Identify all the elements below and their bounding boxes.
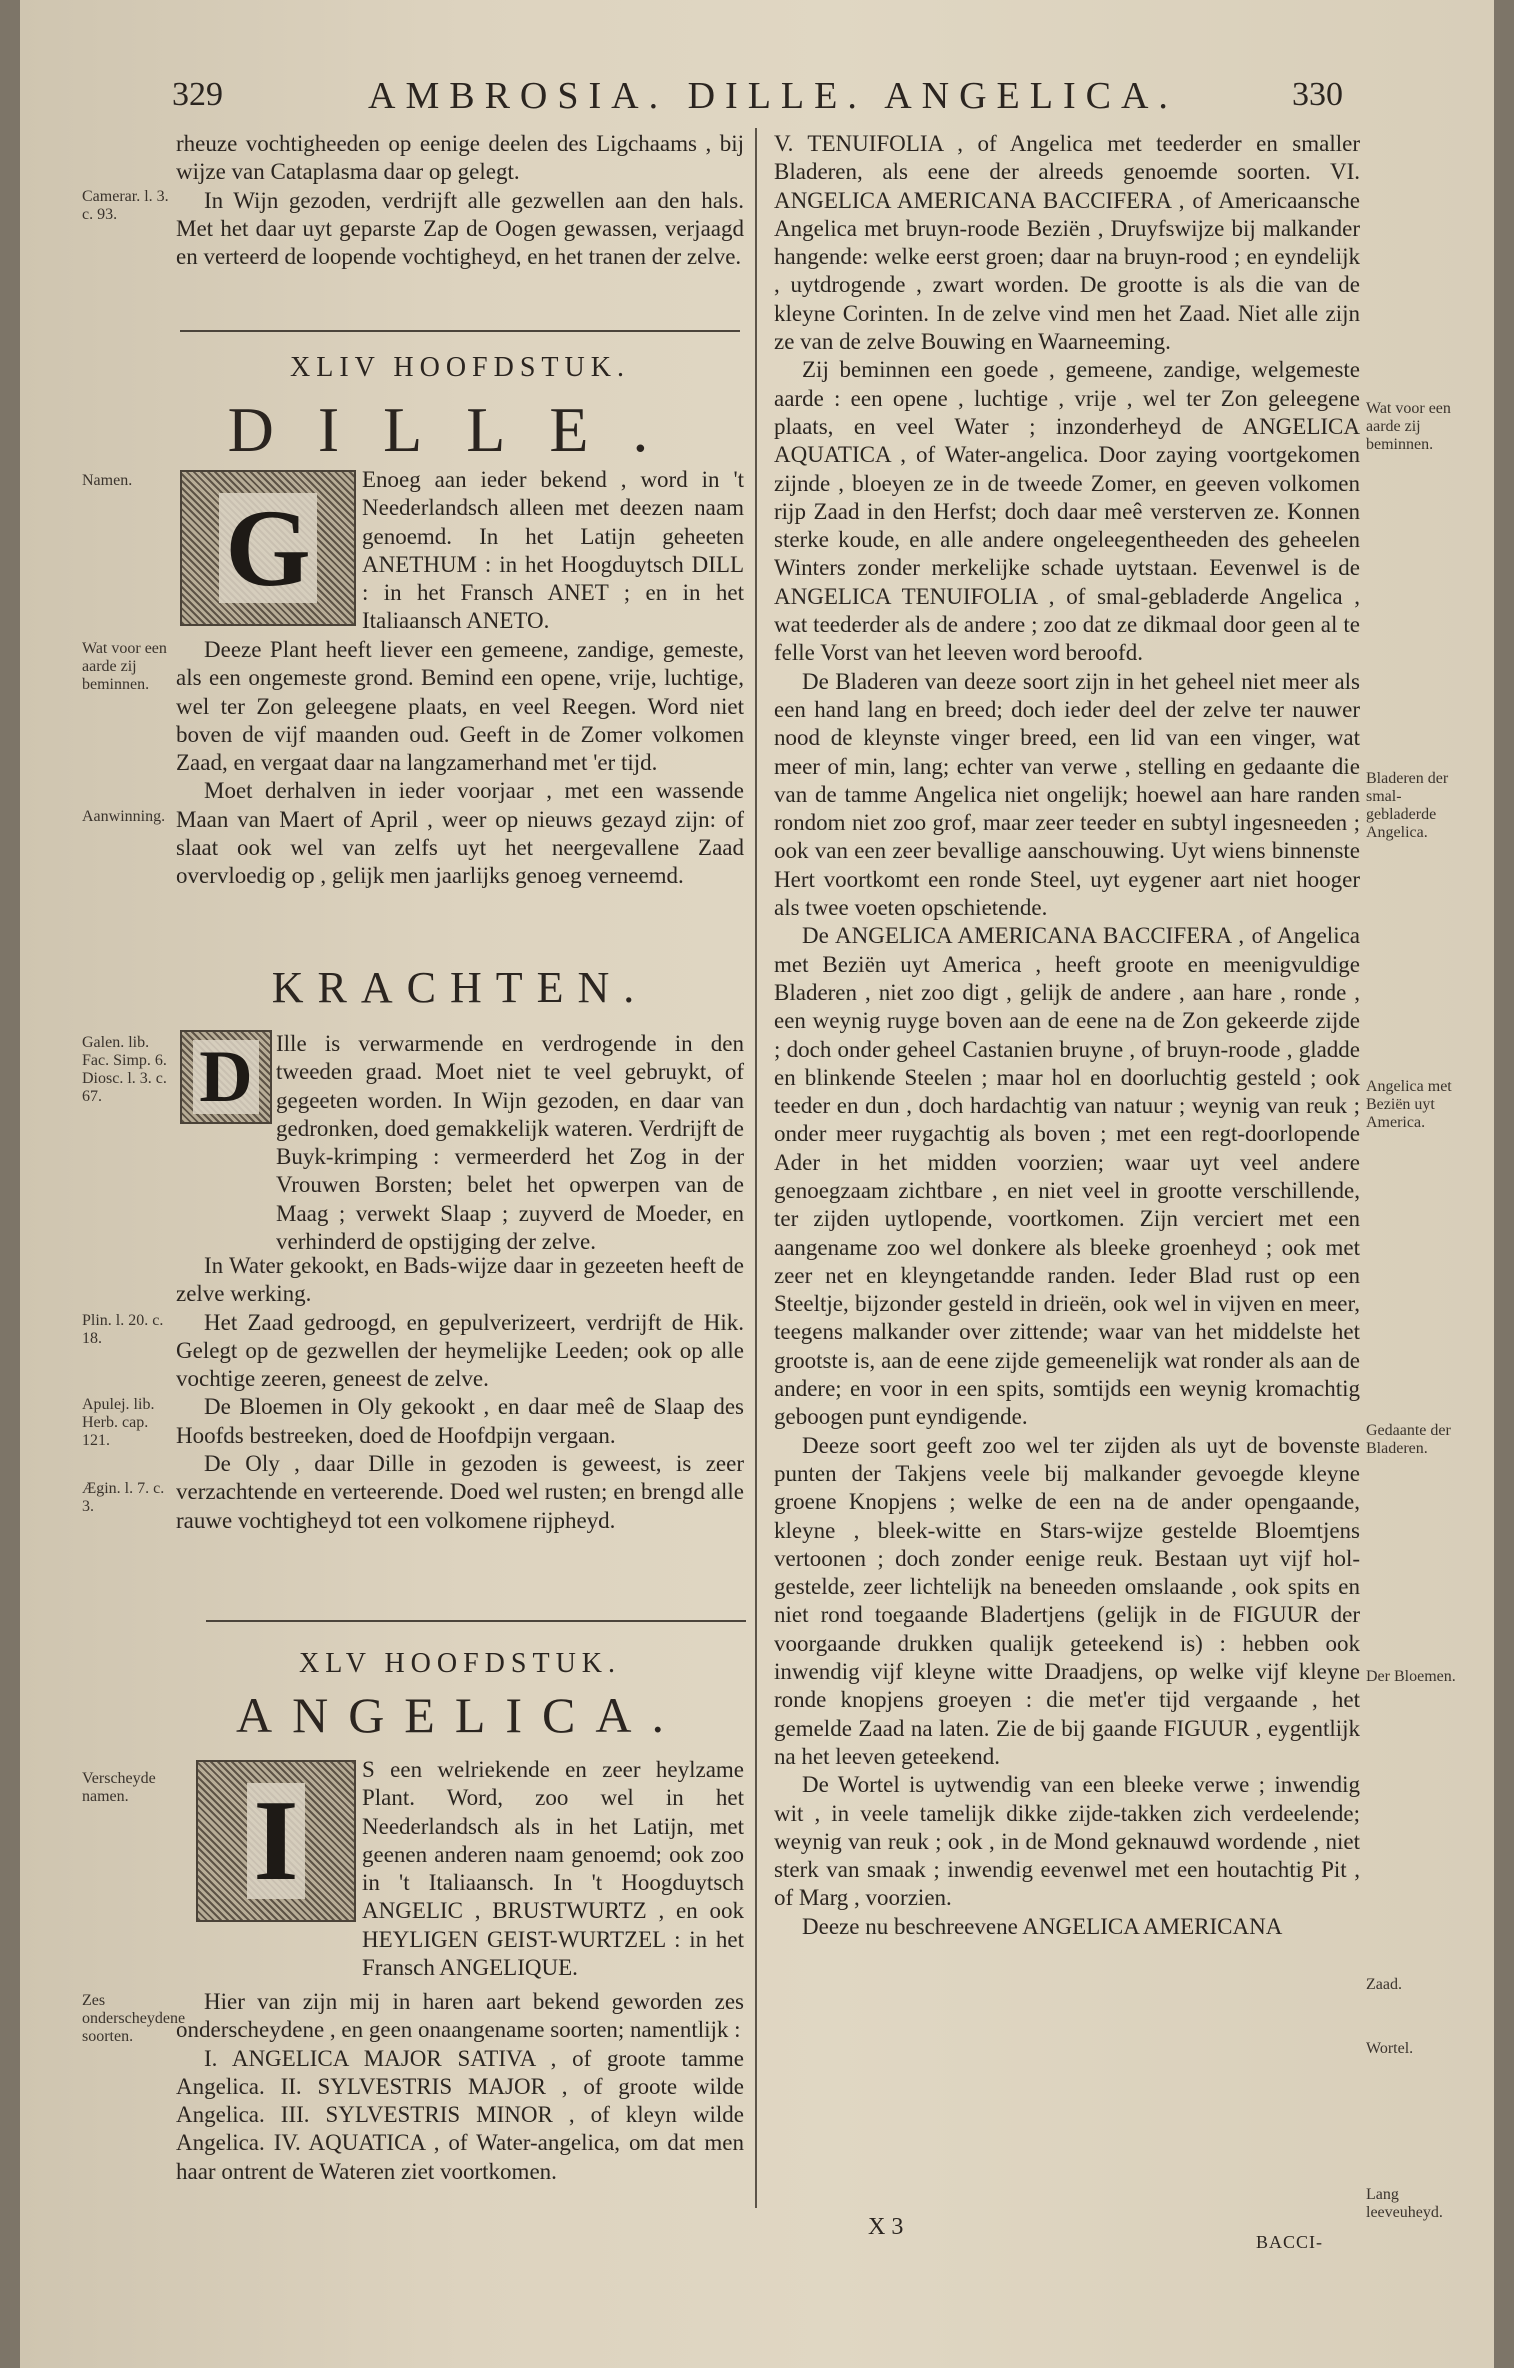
paragraph: In Wijn gezoden, verdrijft alle gezwellen aan den hals. Met het daar uyt geparste Zap de Oogen gewassen, verjaagd en verteerd de loopende vochtigheyd, en het tranen der zelve. xyxy=(176,187,744,270)
margin-note-verschey: Verscheyde namen. xyxy=(82,1770,156,1805)
margin-note-zes: Zes onderscheydene soorten. xyxy=(82,1992,186,2045)
paragraph: Ille is verwarmende en verdrogende in den tweeden graad. Moet niet te veel gebruykt, of gegeeten worden. In Wijn gezoden, en daar van gedronken, doed gemakkelijk wateren. Verdrijft de Buyk-krimping : vermeerderd het Zog in der Vrouwen Borsten; belet het opwerpen van de Maag ; verwekt Slaap ; zuyverd de Moeder, en verhinderd de opstijging der zelve. xyxy=(276,1031,744,1255)
margin-note-americana: Angelica met Beziën uyt America. xyxy=(1366,1078,1452,1131)
initial-letter: D xyxy=(193,1040,258,1114)
margin-note-apulej: Apulej. lib. Herb. cap. 121. xyxy=(82,1396,155,1449)
right-column-text xyxy=(774,130,1360,1941)
paragraph: Hier van zijn mij in haren aart bekend geworden zes onderscheydene , en geen onaangename soorten; namentlijk : xyxy=(176,1989,744,2043)
paragraph: V. TENUIFOLIA , of Angelica met teederder en smaller Bladeren, als eene der alreeds genoemde soorten. VI. ANGELICA AMERICANA BACCIFERA , of Americaansche Angelica met bruyn-roode Beziën , Druyfswijze bij malkander hangende: welke eerst groen; daar na bruyn-rood ; en eyndelijk , uytdrogende , zwart worden. De grootte is als die van de kleyne Corinten. In de zelve vind men het Zaad. Niet alle zijn ze van de zelve Bouwing en Waarneeming. xyxy=(774,131,1360,355)
margin-note-watvoor: Wat voor een aarde zij beminnen. xyxy=(82,640,167,693)
section-rule xyxy=(180,330,740,332)
margin-note-zaad: Zaad. xyxy=(1366,1976,1402,1993)
margin-note-aanwinning: Aanwinning. xyxy=(82,808,166,825)
margin-note-lang: Lang leeveuheyd. xyxy=(1366,2186,1443,2221)
page-number-right: 330 xyxy=(1292,76,1343,113)
margin-note-wortel: Wortel. xyxy=(1366,2040,1414,2057)
decorated-initial xyxy=(180,470,356,626)
initial-letter: G xyxy=(219,493,317,603)
left-top-text xyxy=(176,130,744,271)
decorated-initial xyxy=(196,1760,356,1922)
paragraph: Moet derhalven in ieder voorjaar , met een wassende Maan van Maert of April , weer op nieuws gezayd zijn: of slaat ook wel van zelfs uyt het neergevallene Zaad overvloedig op , gelijk men jaarlijks genoeg verneemd. xyxy=(176,778,744,889)
margin-note-watvoor: Wat voor een aarde zij beminnen. xyxy=(1366,400,1451,453)
margin-note-galen: Galen. lib. Fac. Simp. 6. Diosc. l. 3. c. 67. xyxy=(82,1034,167,1105)
paragraph: rheuze vochtigheeden op eenige deelen des Ligchaams , bij wijze van Cataplasma daar op gelegt. xyxy=(176,131,744,185)
paragraph: De Bloemen in Oly gekookt , en daar meê de Slaap des Hoofds bestreeken, doed de Hoofdpijn vergaan. xyxy=(176,1394,744,1448)
dille-intro xyxy=(362,466,744,636)
section-rule xyxy=(206,1620,746,1622)
margin-note-bloemen: Der Bloemen. xyxy=(1366,1668,1456,1685)
paragraph: Zij beminnen een goede , gemeene, zandige, welgemeste aarde : een opene , luchtige , vrije , wel ter Zon geleegene plaats, en veel Water ; inzonderheyd de ANGELICA AQUATICA , of Water-angelica. Door zaying voortgekomen zijnde , bloeyen ze in de tweede Zomer, en geeven volkomen rijp Zaad in den Herfst; doch daar meê versterven ze. Konnen sterke koude, en alle andere ongeleegentheeden des geheelen Winters zonder merkelijke schade uytstaan. Eevenwel is de ANGELICA TENUIFOLIA , of smal-gebladerde Angelica , wat teederder als de andere ; zoo dat ze dikmaal door geen al te felle Vorst van het leeven word beroofd. xyxy=(774,357,1360,666)
initial-letter: I xyxy=(247,1783,304,1899)
angelica-body xyxy=(176,1988,744,2186)
paragraph: I. ANGELICA MAJOR SATIVA , of groote tamme Angelica. II. SYLVESTRIS MAJOR , of groote wilde Angelica. III. SYLVESTRIS MINOR , of kleyn wilde Angelica. IV. AQUATICA , of Water-angelica, om dat men haar ontrent de Wateren ziet voortkomen. xyxy=(176,2045,744,2184)
krachten-title: KRACHTEN. xyxy=(271,963,649,1012)
chapter-label: XLV HOOFDSTUK. xyxy=(298,1648,622,1679)
angelica-intro xyxy=(362,1756,744,1982)
paragraph: De Bladeren van deeze soort zijn in het geheel niet meer als een hand lang en breed; doch ieder deel der zelve ter nauwer nood de kleynste vinger breed, een lid van een vinger, wat meer of min, lang; echter van verwe , stelling en gedaante die van de tamme Angelica niet ongelijk; hoewel aan hare randen rondom niet zoo grof, maar zeer teeder en subtyl ingesneeden ; ook van een zeer bevallige aanschouwing. Uyt wiens binnenste Hert voortkomt een ronde Steel, uyt eygener aart niet hooger als twee voeten opschietende. xyxy=(774,668,1360,921)
krachten-body xyxy=(176,1252,744,1535)
krachten-p1-top xyxy=(276,1030,744,1256)
margin-note-gedaante: Gedaante der Bladeren. xyxy=(1366,1422,1451,1457)
margin-note-bladeren: Bladeren der smal-gebladerde Angelica. xyxy=(1366,770,1449,841)
page-number-left: 329 xyxy=(172,76,223,113)
margin-note-plin: Plin. l. 20. c. 18. xyxy=(82,1312,164,1347)
paragraph: De Oly , daar Dille in gezoden is geweest, is zeer verzachtende en verteerende. Doed wel rusten; en brengd alle rauwe vochtigheyd tot een volkomene rijpheyd. xyxy=(176,1451,744,1533)
chapter-title: DILLE. xyxy=(227,394,693,465)
paragraph: Enoeg aan ieder bekend , word in 't Neederlandsch alleen met deezen naam genoemd. In het Latijn geheeten ANETHUM : in het Hoogduytsch DILL : in het Fransch ANET ; en in het Italiaansch ANETO. xyxy=(362,467,744,634)
book-page xyxy=(20,0,1494,2368)
paragraph: Deeze nu beschreevene ANGELICA AMERICANA xyxy=(802,1913,1283,1939)
margin-note-camerar: Camerar. l. 3. c. 93. xyxy=(82,188,169,223)
paragraph: S een welriekende en zeer heylzame Plant. Word, zoo wel in het Neederlandsch als in het Latijn, met geenen anderen naam genoemd; ook zoo in 't Italiaansch. In 't Hoogduytsch ANGELIC , BRUSTWURTZ , en ook HEYLIGEN GEIST-WURTZEL : in het Fransch ANGELIQUE. xyxy=(362,1757,744,1981)
chapter-title: ANGELICA. xyxy=(235,1687,685,1743)
margin-note-aegin: Ægin. l. 7. c. 3. xyxy=(82,1480,165,1515)
paragraph: De Wortel is uytwendig van een bleeke verwe ; inwendig wit , in veele tamelijk dikke zijde-takken zich verdeelende; weynig van reuk ; ook , in de Mond geknauwd wordende , niet sterk van smaak ; inwendig eevenwel met een houtachtig Pit , of Marg , voorzien. xyxy=(774,1772,1360,1911)
column-divider xyxy=(755,128,757,2208)
margin-note-namen: Namen. xyxy=(82,472,133,489)
paragraph: In Water gekookt, en Bads-wijze daar in gezeeten heeft de zelve werking. xyxy=(176,1253,744,1307)
decorated-initial xyxy=(180,1030,272,1124)
running-head: AMBROSIA. DILLE. ANGELICA. xyxy=(368,75,1178,117)
dille-body xyxy=(176,636,744,891)
paragraph: Het Zaad gedroogd, en gepulverizeert, verdrijft de Hik. Gelegt op de gezwellen der heymelijke Leeden; ook op alle vochtige zeeren, geneest de zelve. xyxy=(176,1309,744,1392)
paragraph: Deeze Plant heeft liever een gemeene, zandige, gemeste, als een ongemeste grond. Bemind een opene, vrije, luchtige, wel ter Zon geleegene plaats, en veel Reegen. Word niet boven de vijf maanden oud. Geeft in de Zomer volkomen Zaad, en vergaat daar na langzamerhand met 'er tijd. xyxy=(176,637,744,776)
chapter-label: XLIV HOOFDSTUK. xyxy=(290,352,630,383)
paragraph: De ANGELICA AMERICANA BACCIFERA , of Angelica met Beziën uyt America , heeft groote en meenigvuldige Bladeren , niet zoo digt , gelijk de andere , aan hare , ronde , een weynig ruyge boven aan de eene na de Zon gekeerde zijde ; doch onder geheel Castanien bruyne , of bruyn-roode , gladde en blinkende Steelen ; maar hol en doorluchtig gesteld ; ook teeder en dun , doch hardachtig van natuur ; weynig van reuk ; onder meer ruygachtig als boven ; met een regt-doorlopende Ader in het midden voorzien; waar uyt veel andere genoegzaam zichtbare , en niet veel in grootte verschillende, ter zijden uytlopende, voortkomen. Zijn verciert met een aangename zoo wel donkere als bleeke groenheyd ; ook met zeer net en kleyngetandde randen. Ieder Blad rust op een Steeltje, bijzonder gesteld in drieën, ook wel in vijven en meer, teegens malkander over zittende; waar van het middelste het grootste is, aan de eene zijde gemeenelijk wat ronder als aan de andere; en voor in een spits, somtijds een weynig kromachtig geboogen punt eyndigende. xyxy=(774,923,1360,1430)
paragraph: Deeze soort geeft zoo wel ter zijden als uyt de bovenste punten der Takjens veele bij malkander gevoegde kleyne groene Knopjens ; welke de een na de ander opengaande, kleyne , bleek-witte en Stars-wijze gestelde Bloemtjens vertoonen ; doch zonder eenige reuk. Bestaan uyt vijf hol-gestelde, zeer lichtelijk na beneeden omslaande , ook spits en niet rond toegaande Bladertjens (gelijk in de FIGUUR der voorgaande drukken qualijk geteekend is) : hebben ook inwendig vijf kleyne witte Draadjens, op welke vijf kleyne ronde knopjens groeyen : die met'er tijd vergaande , het gemelde Zaad na laten. Zie de bij gaande FIGUUR , eygentlijk na het leeven geteekend. xyxy=(774,1432,1360,1769)
catchword: BACCI- xyxy=(1256,2232,1324,2252)
signature-mark: X 3 xyxy=(868,2214,904,2240)
